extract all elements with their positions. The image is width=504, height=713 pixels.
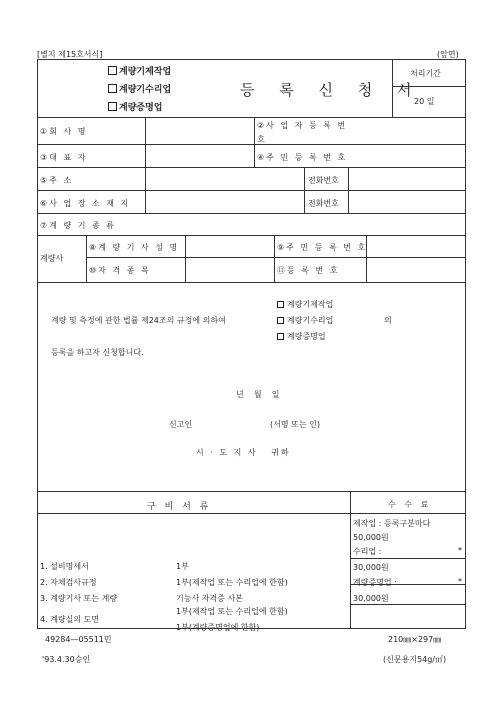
- rule: [254, 117, 255, 167]
- fee-line-6: 30,000원: [353, 594, 389, 603]
- statement-option-3: 계량증명업: [277, 331, 326, 342]
- checkbox-icon[interactable]: [277, 333, 284, 340]
- rule: [37, 144, 466, 145]
- form-number: [별지 제15호서식]: [37, 50, 103, 59]
- processing-period-value: 20 일: [414, 97, 435, 106]
- fee-line-1: 제작업 : 등록구분마다: [353, 519, 431, 528]
- processing-period-label: 처리기간: [410, 69, 441, 78]
- rule: [304, 167, 305, 213]
- rep-id-label: ④주 민 등 록 번 호: [257, 153, 348, 162]
- checkbox-icon[interactable]: [277, 317, 284, 324]
- doc-item-4: 4. 계량실의 도면: [40, 615, 100, 624]
- fee-line-5: 계량증명업 :: [353, 578, 397, 587]
- fee-line-2: 50,000원: [353, 533, 389, 542]
- rule: [37, 117, 466, 118]
- doc-item-5-qty: 1부(계량증명업에 한함): [176, 623, 260, 632]
- fee-mark-1: *: [458, 546, 462, 555]
- fee-line-3: 수리업 :: [353, 547, 382, 556]
- signature-label: (서명 또는 인): [270, 420, 320, 429]
- phone-label-2: 전화번호: [308, 199, 339, 208]
- address-label: ⑤주 소: [40, 176, 74, 185]
- recipient: 시 · 도 지 사 귀하: [196, 448, 291, 457]
- rule: [274, 235, 275, 282]
- rule: [37, 491, 466, 492]
- rule: [350, 604, 466, 605]
- approval-date: '93.4.30승인: [42, 655, 91, 664]
- rule: [37, 282, 466, 283]
- engineer-name-label: ⑧계 량 기 사 성 명: [89, 243, 180, 252]
- reg-no-label: ⑪등 록 번 호: [277, 266, 340, 275]
- fee-line-4: 30,000원: [353, 563, 389, 572]
- rule: [185, 235, 186, 282]
- paper-type: (신문용지54g/㎡): [383, 655, 447, 664]
- rule: [86, 235, 87, 282]
- checkbox-icon[interactable]: [108, 66, 117, 75]
- checkbox-icon[interactable]: [108, 102, 117, 111]
- rule: [37, 167, 466, 168]
- paper-size: 210㎜×297㎜: [388, 635, 442, 644]
- statement-option-2: 계량기수리업: [277, 315, 333, 326]
- doc-item-3: 3. 계량기사 또는 계량: [40, 594, 118, 603]
- doc-item-3-qty: 기능사 자격증 사본: [176, 594, 243, 603]
- checkbox-icon[interactable]: [277, 301, 284, 308]
- phone-label: 전화번호: [308, 176, 339, 185]
- rule: [37, 190, 466, 191]
- applicant-label: 신고인: [169, 420, 193, 429]
- fee-mark-2: *: [458, 577, 462, 586]
- doc-item-4-qty: 1부(제작업 또는 수리업에 한함): [176, 607, 288, 616]
- rule: [37, 513, 466, 514]
- biz-no-label-2: 호: [257, 135, 265, 144]
- rule: [145, 117, 146, 213]
- rule: [86, 257, 466, 258]
- statement-text: 계량 및 측정에 관한 법률 제24조의 규정에 의하여: [51, 316, 226, 325]
- rule: [37, 213, 466, 214]
- engineer-id-label: ⑨주 민 등 록 번 호: [277, 243, 368, 252]
- meter-kind-label: ⑦계 량 기 종 류: [40, 221, 116, 230]
- form-code: 49284―05511민: [45, 635, 112, 644]
- documents-header: 구 비 서 류: [147, 502, 212, 512]
- date-line: 년 월 일: [236, 390, 280, 399]
- doc-item-1: 1. 설비명세서: [40, 562, 89, 571]
- rule: [348, 167, 349, 213]
- title-option-3: 계량증명업: [108, 100, 162, 113]
- statement-closing: 등록을 하고자 신청합니다.: [51, 348, 144, 357]
- statement-option-1: 계량기제작업: [277, 299, 333, 310]
- workplace-label: ⑥사 업 장 소 재 지: [40, 199, 131, 208]
- representative-label: ③대 표 자: [40, 153, 88, 162]
- statement-suffix: 의: [384, 316, 392, 325]
- checkbox-icon[interactable]: [108, 84, 117, 93]
- license-label: ⑩자 격 종 목: [89, 266, 151, 275]
- title-option-2: 계량기수리업: [108, 82, 171, 95]
- rule: [350, 558, 466, 559]
- company-label: ①회 사 명: [40, 127, 88, 136]
- biz-no-label: ②사 업 자 등 록 번: [257, 121, 348, 130]
- doc-item-1-qty: 1부: [176, 562, 189, 571]
- fee-header: 수 수 료: [388, 500, 432, 509]
- page-side-label: (앞면): [437, 50, 459, 59]
- rule: [350, 491, 351, 629]
- doc-item-2-qty: 1부(제작업 또는 수리업에 한함): [176, 578, 288, 587]
- title-option-1: 계량기제작업: [108, 64, 171, 77]
- form-title: 등 록 신 청 서: [240, 81, 422, 99]
- doc-item-2: 2. 자체검사규정: [40, 578, 97, 587]
- engineer-label: 계량사: [40, 254, 64, 263]
- rule: [37, 235, 466, 236]
